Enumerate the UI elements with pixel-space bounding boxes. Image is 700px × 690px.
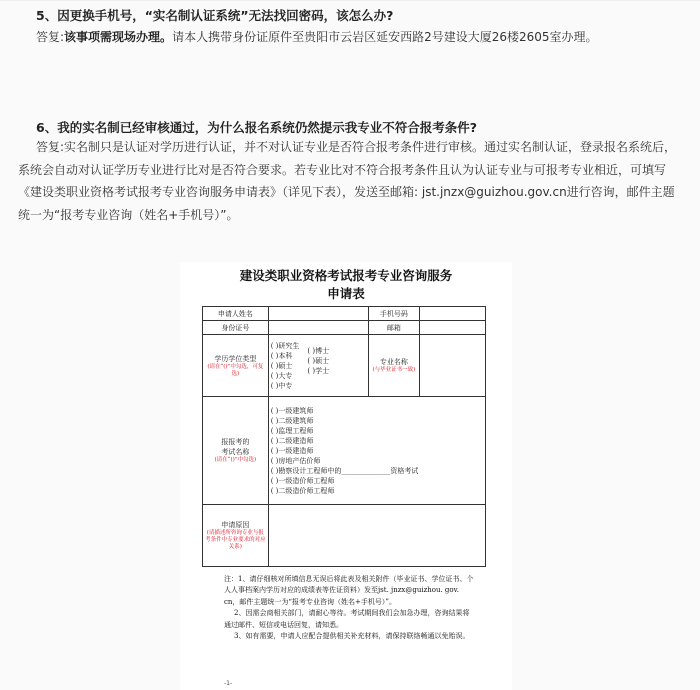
form-option: ( )硕士 bbox=[307, 356, 330, 365]
answer-6 bbox=[18, 136, 682, 226]
label-exam-name bbox=[203, 397, 269, 505]
form-option: ( )学士 bbox=[307, 366, 330, 375]
reason-text: 申请原因 bbox=[221, 521, 250, 529]
field-id-number bbox=[268, 321, 368, 335]
form-option: ( )硕士 bbox=[270, 361, 293, 370]
form-option: ( )监理工程师 bbox=[270, 426, 314, 435]
field-phone bbox=[420, 307, 486, 321]
label-applicant-name: 申请人姓名 bbox=[203, 307, 269, 321]
degree-options-right bbox=[307, 341, 329, 391]
form-option: ( )大专 bbox=[270, 371, 293, 380]
form-title-line2: 申请表 bbox=[327, 286, 365, 301]
form-option: ( )博士 bbox=[307, 346, 330, 355]
label-degree-type bbox=[203, 335, 269, 397]
form-option: ( )二级建筑师 bbox=[270, 416, 314, 425]
answer-5 bbox=[18, 26, 682, 49]
label-major-name bbox=[368, 335, 420, 397]
note-1: 注：1、请仔细核对所填信息无误后将此表及相关附件（毕业证书、学位证书、个人人事档案内学历对应的成绩表等佐证资料）发至jst. jnzx@guizhou. gov. cn，邮件主题统一为“报考专业咨询（姓名+手机号）”。 bbox=[224, 575, 474, 606]
label-email: 邮箱 bbox=[368, 321, 420, 335]
question-5-title: 5、因更换手机号，“实名制认证系统”无法找回密码，该怎么办? bbox=[36, 8, 394, 23]
degree-type-hint: (请在“()”中勾选，可复选) bbox=[207, 363, 264, 377]
field-reason bbox=[268, 505, 485, 567]
answer-5-label: 答复: bbox=[36, 30, 65, 44]
degree-options-left bbox=[271, 341, 300, 391]
form-title-line1: 建设类职业资格考试报考专业咨询服务 bbox=[239, 268, 453, 283]
answer-5-bold: 该事项需现场办理。 bbox=[64, 30, 173, 44]
exam-name-text: 报报考的考试名称 bbox=[221, 438, 250, 456]
field-applicant-name bbox=[268, 307, 368, 321]
degree-type-text: 学历学位类型 bbox=[214, 354, 257, 363]
degree-options bbox=[268, 335, 368, 397]
application-form-table bbox=[202, 306, 486, 567]
reason-hint: (请描述所咨询专业与报考条件中专业要求的对应关系) bbox=[205, 530, 266, 550]
form-option: ( )二级建造师 bbox=[270, 436, 314, 445]
note-2: 2、因需会商相关部门，请耐心等待。考试期间我们会加急办理，咨询结果将通过邮件、短信或电话回复，请知悉。 bbox=[224, 609, 470, 629]
form-option: ( )本科 bbox=[270, 351, 293, 360]
major-name-hint: (与毕业证书一致) bbox=[372, 367, 416, 373]
form-option: ( )一级建造师 bbox=[270, 446, 314, 455]
major-name-text: 专业名称 bbox=[379, 358, 408, 366]
form-option: ( )一级建筑师 bbox=[270, 406, 314, 415]
form-option: ( )勘察设计工程师中的______________资格考试 bbox=[270, 466, 419, 475]
field-email bbox=[420, 321, 486, 335]
form-option: ( )一级造价师工程师 bbox=[270, 476, 335, 485]
answer-5-text: 请本人携带身份证原件至贵阳市云岩区延安西路2号建设大厦26楼2605室办理。 bbox=[172, 30, 598, 44]
exam-options bbox=[268, 397, 485, 505]
answer-6-text: 实名制只是认证对学历进行认证，并不对认证专业是否符合报考条件进行审核。通过实名制认证，登录报名系统后，系统会自动对认证学历专业进行比对是否符合要求。若专业比对不符合报考条件且认为认证专业与可报考专业相近，可填写《建设类职业资格考试报考专业咨询服务申请表》（详见下表），发送至邮箱: jst.jnzx@guizhou.gov.cn进行咨询，邮件主题统一为“报考专业咨询（姓名+手机号）”。 bbox=[18, 140, 677, 222]
exam-name-hint: (请在“()”中勾选) bbox=[214, 457, 257, 463]
field-major-name bbox=[420, 335, 486, 397]
label-reason bbox=[203, 505, 269, 567]
question-6-title: 6、我的实名制已经审核通过，为什么报名系统仍然提示我专业不符合报考条件? bbox=[36, 120, 477, 135]
form-option: ( )二级造价师工程师 bbox=[270, 486, 335, 495]
label-phone: 手机号码 bbox=[368, 307, 420, 321]
top-divider bbox=[0, 0, 700, 1]
page-number: -1- bbox=[224, 680, 233, 687]
form-option: ( )研究生 bbox=[270, 341, 300, 350]
note-3: 3、如有需要，申请人应配合提供相关补充材料，请保持联络畅通以免贻误。 bbox=[234, 632, 470, 641]
application-form-image bbox=[180, 262, 512, 690]
form-notes bbox=[224, 574, 476, 642]
form-option: ( )房地产估价师 bbox=[270, 456, 321, 465]
label-id-number: 身份证号 bbox=[203, 321, 269, 335]
form-option: ( )中专 bbox=[270, 381, 293, 390]
answer-6-label: 答复: bbox=[36, 140, 65, 154]
